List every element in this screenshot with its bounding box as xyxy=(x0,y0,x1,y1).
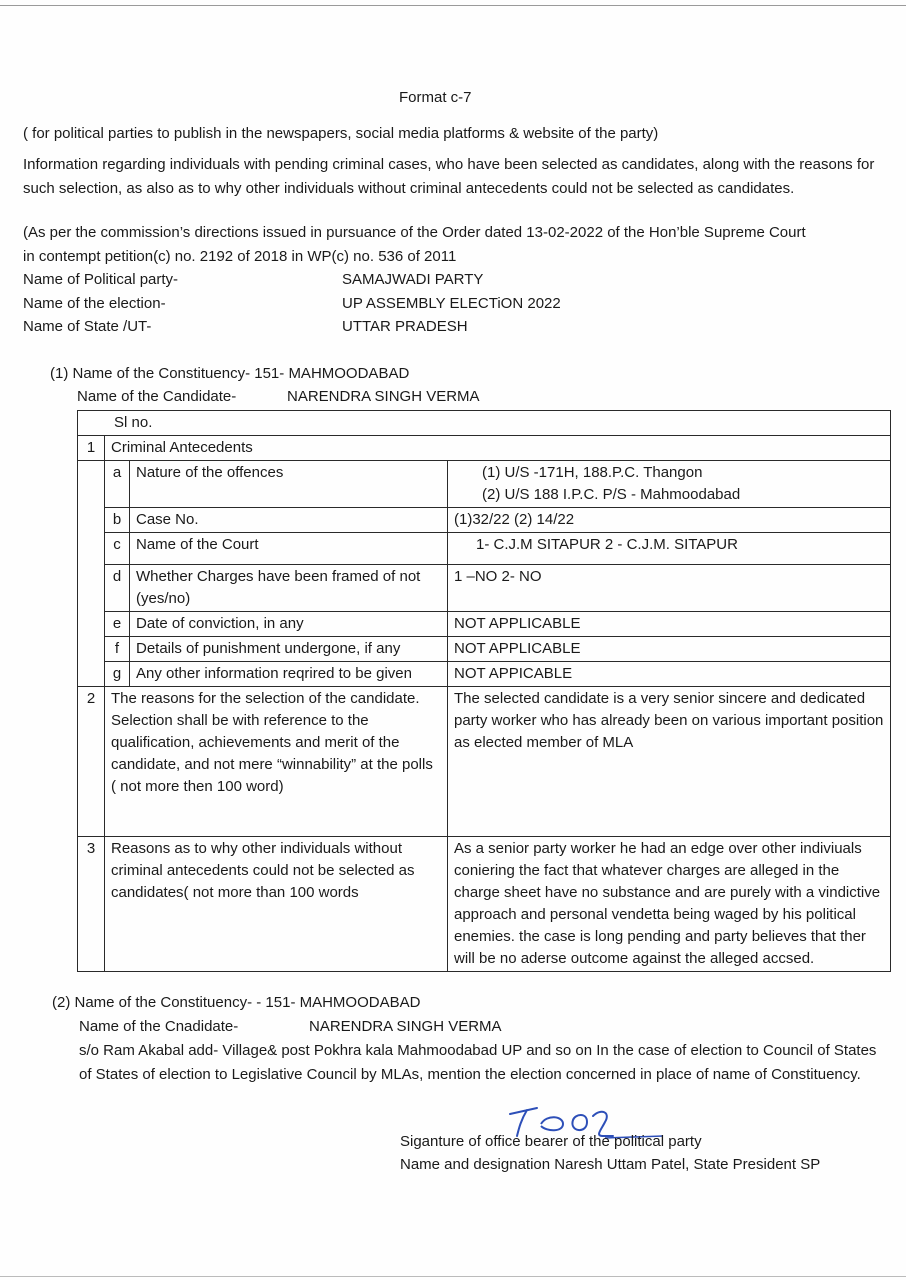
format-title: Format c-7 xyxy=(399,89,472,106)
row-value: 1 –NO 2- NO xyxy=(448,565,891,612)
row-label: Whether Charges have been framed of not (yes/no) xyxy=(130,565,448,612)
row-value: The selected candidate is a very senior sincere and dedicated party worker who has already been on various important position as elected member of MLA xyxy=(448,687,891,837)
row-number: 2 xyxy=(78,687,105,837)
row-value: NOT APPLICABLE xyxy=(448,637,891,662)
table-row xyxy=(78,612,891,637)
table-row xyxy=(78,687,891,837)
intro-paragraph: Information regarding individuals with pending criminal cases, who have been selected as candidates, along with the reasons for such selection, as also as to why other individuals without criminal antecedents could not be selected as candidates. xyxy=(23,156,875,197)
page-top-edge xyxy=(0,5,906,6)
subtitle: ( for political parties to publish in the newspapers, social media platforms & website of the party) xyxy=(23,125,659,142)
section2-candidate-value: NARENDRA SINGH VERMA xyxy=(309,1018,502,1035)
row-value xyxy=(448,461,891,508)
page-bottom-edge xyxy=(0,1276,906,1277)
sl-no-header: Sl no. xyxy=(78,411,891,436)
table-row xyxy=(78,436,891,461)
table-row xyxy=(78,565,891,612)
row-value: NOT APPICABLE xyxy=(448,662,891,687)
criminal-antecedents-table xyxy=(77,410,891,972)
section2-candidate-label: Name of the Cnadidate- xyxy=(79,1018,239,1035)
party-label: Name of Political party- xyxy=(23,271,179,288)
row-label: Date of conviction, in any xyxy=(130,612,448,637)
section1-candidate-label: Name of the Candidate- xyxy=(77,388,237,405)
row-label: Reasons as to why other individuals without criminal antecedents could not be selected as candidates( not more than 100 words xyxy=(105,837,448,972)
table-row xyxy=(78,837,891,972)
row-letter: d xyxy=(105,565,130,612)
row-label: The reasons for the selection of the candidate. Selection shall be with reference to the qualification, achievements and merit of the candidate, and not mere “winnability” at the polls ( not more then 100 word) xyxy=(105,687,448,837)
party-value: SAMAJWADI PARTY xyxy=(342,271,484,288)
table-row xyxy=(78,637,891,662)
directions-line-1: (As per the commission’s directions issued in pursuance of the Order dated 13-02-2022 of the Hon’ble Supreme Court xyxy=(23,224,806,241)
table-header-row xyxy=(78,411,891,436)
row-letter: c xyxy=(105,533,130,565)
row-value: (1)32/22 (2) 14/22 xyxy=(448,508,891,533)
row-letter: a xyxy=(105,461,130,508)
election-value: UP ASSEMBLY ELECTiON 2022 xyxy=(342,295,561,312)
signature-line: Siganture of office bearer of the political party xyxy=(400,1133,702,1150)
section1-constituency: (1) Name of the Constituency- 151- MAHMOODABAD xyxy=(50,365,410,382)
row-letter: f xyxy=(105,637,130,662)
row-number: 1 xyxy=(78,436,105,461)
name-designation-line: Name and designation Naresh Uttam Patel, State President SP xyxy=(400,1156,821,1173)
row-label: Details of punishment undergone, if any xyxy=(130,637,448,662)
row-label: Name of the Court xyxy=(130,533,448,565)
row-label: Case No. xyxy=(130,508,448,533)
row-label: Any other information reqrired to be given xyxy=(130,662,448,687)
table-row xyxy=(78,461,891,508)
state-value: UTTAR PRADESH xyxy=(342,318,468,335)
row-value: As a senior party worker he had an edge over other indiviuals coniering the fact that whatever charges are alleged in the charge sheet have no substance and are purely with a vindictive approach and personal vendetta being waged by his political enemies. the case is long pending and party believes that ther will be no aderse outcome against the alleged accsed. xyxy=(448,837,891,972)
offence-2: (2) U/S 188 I.P.C. P/S - Mahmoodabad xyxy=(482,486,741,503)
section2-constituency: (2) Name of the Constituency- - 151- MAHMOODABAD xyxy=(52,994,421,1011)
row-label: Nature of the offences xyxy=(130,461,448,508)
election-label: Name of the election- xyxy=(23,295,166,312)
table-row xyxy=(78,508,891,533)
directions-line-2: in contempt petition(c) no. 2192 of 2018 in WP(c) no. 536 of 2011 xyxy=(23,248,457,265)
table-row xyxy=(78,662,891,687)
row-title: Criminal Antecedents xyxy=(105,436,891,461)
row-value: NOT APPLICABLE xyxy=(448,612,891,637)
row-letter: e xyxy=(105,612,130,637)
section2-address: s/o Ram Akabal add- Village& post Pokhra kala Mahmoodabad UP and so on In the case of election to Council of States of States of election to Legislative Council by MLAs, mention the election concerned in place of name of Constituency. xyxy=(79,1042,877,1083)
state-label: Name of State /UT- xyxy=(23,318,152,335)
row-value: 1- C.J.M SITAPUR 2 - C.J.M. SITAPUR xyxy=(448,533,891,565)
section1-candidate-value: NARENDRA SINGH VERMA xyxy=(287,388,480,405)
row-number: 3 xyxy=(78,837,105,972)
row-letter: b xyxy=(105,508,130,533)
row-letter: g xyxy=(105,662,130,687)
offence-1: (1) U/S -171H, 188.P.C. Thangon xyxy=(482,464,703,481)
table-row xyxy=(78,533,891,565)
